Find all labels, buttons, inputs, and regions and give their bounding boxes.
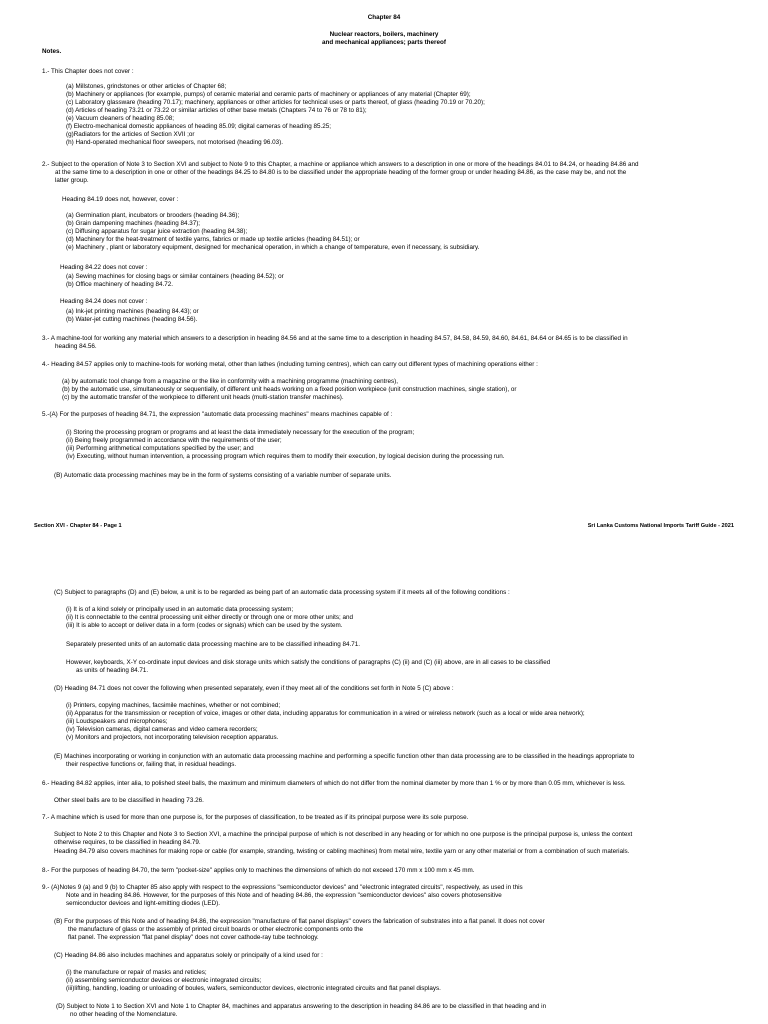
note-9a-line: Note and in heading 84.86. However, for the purposes of this Note and of heading 84.86, the expression "semiconductor devices" also covers photosensitive <box>66 892 502 899</box>
note-5b: (B) Automatic data processing machines may be in the form of systems consisting of a variable number of separate units. <box>54 472 392 479</box>
note-9b-line: the manufacture of glass or the assembly of printed circuit boards or other electronic components onto the <box>68 926 364 933</box>
heading-8419-item: (c) Diffusing apparatus for sugar juice extraction (heading 84.38); <box>66 228 248 235</box>
note-9a-line: 9.- (A)Notes 9 (a) and 9 (b) to Chapter 85 also apply with respect to the expressions "semiconductor devices" and "electronic integrated circuits", respectively, as used in this <box>42 884 523 891</box>
note-9d-line: no other heading of the Nomenclature. <box>70 1011 178 1018</box>
heading-8419-item: (b) Grain dampening machines (heading 84.37); <box>66 220 201 227</box>
note-9c-item: (i) the manufacture or repair of masks and reticles; <box>66 969 207 976</box>
note-7b-line: Heading 84.79 also covers machines for making rope or cable (for example, stranding, twisting or cabling machines) from metal wire, textile yarn or any other material or from a combination of such materials. <box>54 848 630 855</box>
note-6: 6.- Heading 84.82 applies, inter alia, to polished steel balls, the maximum and minimum diameters of which do not differ from the nominal diameter by more than 1 % or by more than 0.05 mm, whichever is less. <box>42 780 626 787</box>
note-1-item: (c) Laboratory glassware (heading 70.17); machinery, appliances or other articles for technical uses or parts thereof, of glass (heading 70.19 or 70.20); <box>66 99 485 106</box>
note-9c: (C) Heading 84.86 also includes machines and apparatus solely or principally of a kind used for : <box>54 952 323 959</box>
heading-8422-item: (b) Office machinery of heading 84.72. <box>66 281 173 288</box>
note-5c-item: (i) It is of a kind solely or principally used in an automatic data processing system; <box>66 606 294 613</box>
note-1: 1.- This Chapter does not cover : <box>42 68 134 75</box>
note-9d-line: (D) Subject to Note 1 to Section XVI and Note 1 to Chapter 84, machines and apparatus answering to the description in heading 84.86 are to be classified in that heading and in <box>56 1003 547 1010</box>
note-5a-item: (iv) Executing, without human intervention, a processing program which requires them to modify their execution, by logical decision during the processing run. <box>66 453 505 460</box>
heading-8419-item: (e) Machinery , plant or laboratory equipment, designed for mechanical operation, in which a change of temperature, even if necessary, is subsidiary. <box>66 244 480 251</box>
note-5a-item: (i) Storing the processing program or programs and at least the data immediately necessary for the execution of the program; <box>66 429 415 436</box>
separately-note: Separately presented units of an automatic data processing machine are to be classified inheading 84.71. <box>66 641 361 648</box>
note-1-item: (d) Articles of heading 73.21 or 73.22 or similar articles of other base metals (Chapters 74 to 76 or 78 to 81); <box>66 107 367 114</box>
note-4-item: (c) by the automatic transfer of the workpiece to different unit heads (multi-station transfer machines). <box>62 394 344 401</box>
note-1-item: (g)Radiators for the articles of Section XVII ;or <box>66 131 195 138</box>
note-1-item: (e) Vacuum cleaners of heading 85.08; <box>66 115 175 122</box>
note-5d: (D) Heading 84.71 does not cover the following when presented separately, even if they meet all of the conditions set forth in Note 5 (C) above : <box>54 685 454 692</box>
heading-8422-note: Heading 84.22 does not cover : <box>60 264 148 271</box>
note-5c-item: (ii) It is connectable to the central processing unit either directly or through one or more other units; and <box>66 614 354 621</box>
note-7b-line: Subject to Note 2 to this Chapter and Note 3 to Section XVI, a machine the principal purpose of which is not described in any heading or for which no one purpose is the principal purpose is, unless the context <box>54 831 633 838</box>
note-9c-item: (ii) assembling semiconductor devices or electronic integrated circuits; <box>66 977 262 984</box>
note-1-item: (h) Hand-operated mechanical floor sweepers, not motorised (heading 96.03). <box>66 139 284 146</box>
note-5d-item: (iv) Television cameras, digital cameras and video camera recorders; <box>66 726 258 733</box>
note-7b-line: otherwise requires, to be classified in heading 84.79. <box>54 839 201 846</box>
heading-8419-item: (a) Germination plant, incubators or brooders (heading 84.36); <box>66 212 240 219</box>
heading-8424-note: Heading 84.24 does not cover : <box>60 298 148 305</box>
note-9c-item: (iii)lifting, handling, loading or unloading of boules, wafers, semiconductor devices, electronic integrated circuits and flat panel displays. <box>66 985 441 992</box>
note-3-line: 3.- A machine-tool for working any material which answers to a description in heading 84.56 and at the same time to a description in heading 84.57, 84.58, 84.59, 84.60, 84.61, 84.64 or 84.65 is to be classified in <box>42 335 628 342</box>
chapter-subtitle-1: Nuclear reactors, boilers, machinery <box>329 31 439 38</box>
note-5a: 5.-(A) For the purposes of heading 84.71, the expression "automatic data processing machines" means machines capable of : <box>42 411 393 418</box>
chapter-title: Chapter 84 <box>367 14 401 21</box>
note-1-item: (b) Machinery or appliances (for example, pumps) of ceramic material and ceramic parts of machinery or appliances of any material (Chapter 69); <box>66 91 471 98</box>
note-5d-item: (iii) Loudspeakers and microphones; <box>66 718 168 725</box>
note-5e-line: (E) Machines incorporating or working in conjunction with an automatic data processing machine and performing a specific function other than data processing are to be classified in the headings appropriate to <box>54 753 635 760</box>
note-9b-line: flat panel. The expression "flat panel display" does not cover cathode-ray tube technology. <box>68 934 319 941</box>
chapter-subtitle-2: and mechanical appliances; parts thereof <box>322 39 446 46</box>
notes-heading: Notes. <box>42 48 62 55</box>
note-5a-item: (iii) Performing arithmetical computations specified by the user; and <box>66 445 254 452</box>
note-5e-line: their respective functions or, failing that, in residual headings. <box>66 761 237 768</box>
page-footer-left: Section XVI - Chapter 84 - Page 1 <box>34 523 122 529</box>
note-5c-item: (iii) It is able to accept or deliver data in a form (codes or signals) which can be used by the system. <box>66 622 343 629</box>
note-5d-item: (i) Printers, copying machines, facsimile machines, whether or not combined; <box>66 702 281 709</box>
note-3-line: heading 84.56. <box>55 343 97 350</box>
note-1-item: (a) Millstones, grindstones or other articles of Chapter 68; <box>66 83 227 90</box>
note-5c: (C) Subject to paragraphs (D) and (E) below, a unit is to be regarded as being part of an automatic data processing system if it meets all of the following conditions : <box>54 589 510 596</box>
note-8: 8.- For the purposes of heading 84.70, the term "pocket-size" applies only to machines the dimensions of which do not exceed 170 mm x 100 mm x 45 mm. <box>42 867 475 874</box>
heading-8419-item: (d) Machinery for the heat-treatment of textile yarns, fabrics or made up textile articles (heading 84.51); or <box>66 236 360 243</box>
note-4: 4.- Heading 84.57 applies only to machine-tools for working metal, other than lathes (including turning centres), which can carry out different types of machining operations either : <box>42 361 538 368</box>
note-2-line: latter group. <box>55 177 89 184</box>
however-note-line: However, keyboards, X-Y co-ordinate input devices and disk storage units which satisfy the conditions of paragraphs (C) (ii) and (C) (iii) above, are in all cases to be classified <box>66 659 551 666</box>
note-4-item: (a) by automatic tool change from a magazine or the like in conformity with a machining programme (machining centres), <box>62 378 398 385</box>
note-9a-line: semiconductor devices and light-emitting diodes (LED). <box>66 900 220 907</box>
heading-8424-item: (b) Water-jet cutting machines (heading 84.56). <box>66 316 198 323</box>
page-footer-right: Sri Lanka Customs National Imports Tariff Guide - 2021 <box>587 523 734 529</box>
note-2-line: at the same time to a description in one or other of the headings 84.25 to 84.80 is to be classified under the appropriate heading of the former group or under heading 84.86, as the case may be, and not the <box>55 169 627 176</box>
note-7: 7.- A machine which is used for more than one purpose is, for the purposes of classification, to be treated as if its principal purpose were its sole purpose. <box>42 814 469 821</box>
note-5a-item: (ii) Being freely programmed in accordance with the requirements of the user; <box>66 437 282 444</box>
however-note-line: as units of heading 84.71. <box>76 667 149 674</box>
note-9b-line: (B) For the purposes of this Note and of heading 84.86, the expression "manufacture of flat panel displays" covers the fabrication of substrates into a flat panel. It does not cover <box>54 918 545 925</box>
note-5d-item: (v) Monitors and projectors, not incorporating television reception apparatus. <box>66 734 279 741</box>
heading-8422-item: (a) Sewing machines for closing bags or similar containers (heading 84.52); or <box>66 273 284 280</box>
heading-8424-item: (a) Ink-jet printing machines (heading 84.43); or <box>66 308 199 315</box>
note-4-item: (b) by the automatic use, simultaneously or sequentially, of different unit heads working on a fixed position workpiece (unit construction machines, single station), or <box>62 386 517 393</box>
note-6b: Other steel balls are to be classified in heading 73.26. <box>54 797 204 804</box>
note-5d-item: (ii) Apparatus for the transmission or reception of voice, images or other data, including apparatus for communication in a wired or wireless network (such as a local or wide area network); <box>66 710 585 717</box>
heading-8419-note: Heading 84.19 does not, however, cover : <box>62 196 179 203</box>
note-1-item: (f) Electro-mechanical domestic appliances of heading 85.09; digital cameras of heading 85.25; <box>66 123 331 130</box>
note-2-line: 2.- Subject to the operation of Note 3 to Section XVI and subject to Note 9 to this Chapter, a machine or appliance which answers to a description in one or more of the headings 84.01 to 84.24, or heading 84.86 and <box>42 161 639 168</box>
